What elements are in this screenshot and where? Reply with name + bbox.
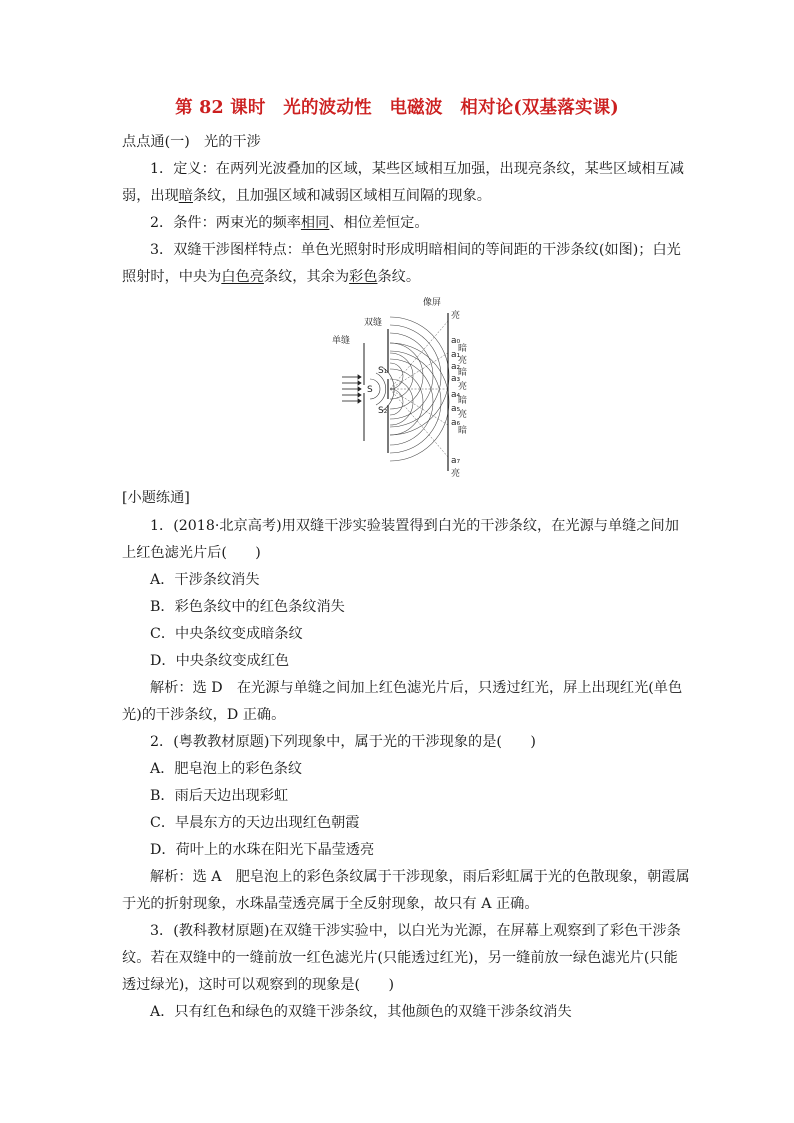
q1-answer-line-1: 解析：选 D 在光源与单缝之间加上红色滤光片后，只透过红光，屏上出现红光(单色 [150, 680, 683, 696]
point-a7: a₇ [451, 456, 461, 466]
screen-label: 像屏 [423, 298, 442, 308]
fringe-bottom-bright: 亮 [451, 469, 461, 479]
q1-option-b: B．彩色条纹中的红色条纹消失 [150, 599, 345, 615]
q1-line-1: 1．(2018·北京高考)用双缝干涉实验装置得到白光的干涉条纹，在光源与单缝之间加 [150, 518, 679, 534]
fringe-dark-2: 暗 [458, 368, 468, 378]
blank-answer-dark: 暗 [178, 188, 193, 204]
q3-option-a: A．只有红色和绿色的双缝干涉条纹，其他颜色的双缝干涉条纹消失 [150, 1004, 572, 1020]
double-slit-label: 双缝 [364, 318, 383, 328]
point-a5: a₅ [451, 404, 461, 414]
point-a6: a₆ [451, 418, 461, 428]
section-heading: 点点通(一) 光的干涉 [122, 134, 261, 150]
fringe-labels [451, 310, 467, 479]
point-a4: a₄ [451, 390, 461, 400]
point-a0: a₀ [451, 336, 461, 346]
single-slit-label: 单缝 [332, 336, 351, 346]
q2-line-1: 2．(粤教教材原题)下列现象中，属于光的干涉现象的是( ) [150, 734, 536, 750]
q1-option-d: D．中央条纹变成红色 [150, 653, 290, 669]
feature-line-2: 照射时，中央为白色亮条纹，其余为彩色条纹。 [122, 269, 421, 285]
slit-s1-label: S₁ [378, 366, 388, 376]
double-slit-diagram [330, 293, 480, 483]
q2-answer-line-2: 于光的折射现象，水珠晶莹透亮属于全反射现象，故只有 A 正确。 [122, 896, 539, 912]
blank-answer-white: 白色亮 [221, 269, 264, 285]
q2-option-c: C．早晨东方的天边出现红色朝霞 [150, 815, 360, 831]
point-a3: a₃ [451, 374, 461, 384]
q2-option-b: B．雨后天边出现彩虹 [150, 788, 289, 804]
point-a2: a₂ [451, 362, 461, 372]
point-a1: a₁ [451, 350, 461, 360]
q1-line-2: 上红色滤光片后( ) [122, 545, 261, 561]
condition-line: 2．条件：两束光的频率相同、相位差恒定。 [150, 215, 429, 231]
fringe-bright-center: 亮 [458, 382, 468, 392]
incident-light-arrows [342, 375, 361, 403]
double-slit-figure [330, 293, 480, 483]
feature-line-1: 3．双缝干涉图样特点：单色光照射时形成明暗相间的等间距的干涉条纹(如图)；白光 [150, 242, 681, 258]
q2-answer-line-1: 解析：选 A 肥皂泡上的彩色条纹属于干涉现象，雨后彩虹属于光的色散现象，朝霞属 [150, 869, 690, 885]
definition-line-2: 弱，出现暗条纹，且加强区域和减弱区域相互间隔的现象。 [122, 188, 491, 204]
q1-answer-line-2: 光)的干涉条纹，D 正确。 [122, 707, 286, 723]
q3-line-3: 透过绿光)，这时可以观察到的现象是( ) [122, 977, 394, 993]
slit-s2-label: S₂ [378, 406, 388, 416]
q1-option-a: A．干涉条纹消失 [150, 572, 260, 588]
q3-line-1: 3．(教科教材原题)在双缝干涉实验中，以白光为光源，在屏幕上观察到了彩色干涉条 [150, 923, 681, 939]
fringe-bright-2: 亮 [458, 410, 468, 420]
blank-answer-same: 相同 [300, 215, 330, 231]
blank-answer-colored: 彩色 [349, 269, 378, 285]
practice-heading: [小题练通] [122, 490, 190, 506]
fringe-dark-4: 暗 [458, 426, 468, 436]
fringe-dark-1: 暗 [458, 344, 468, 354]
fringe-lines [390, 321, 448, 457]
fringe-dark-3: 暗 [458, 396, 468, 406]
fringe-top-bright: 亮 [451, 311, 461, 321]
source-s-label: S [367, 385, 373, 395]
definition-line-1: 1．定义：在两列光波叠加的区域，某些区域相互加强，出现亮条纹，某些区域相互减 [150, 161, 684, 177]
q3-line-2: 纹。若在双缝中的一缝前放一红色滤光片(只能透过红光)，另一缝前放一绿色滤光片(只能 [122, 950, 678, 966]
q2-option-d: D．荷叶上的水珠在阳光下晶莹透亮 [150, 842, 375, 858]
lesson-title: 第 82 课时 光的波动性 电磁波 相对论(双基落实课) [175, 98, 619, 118]
q1-option-c: C．中央条纹变成暗条纹 [150, 626, 303, 642]
q2-option-a: A．肥皂泡上的彩色条纹 [150, 761, 303, 777]
fringe-bright-1: 亮 [458, 356, 468, 366]
